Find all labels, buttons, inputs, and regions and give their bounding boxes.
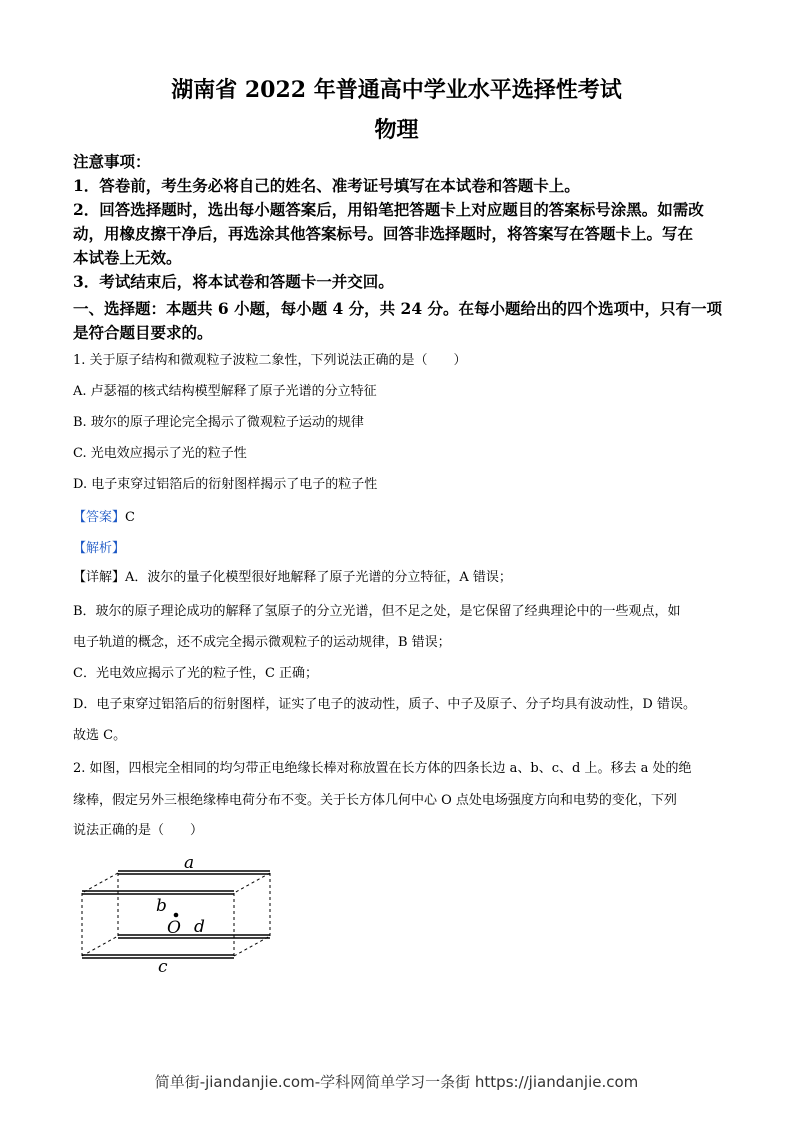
label-d: d — [194, 917, 205, 937]
answer-tag: 【答案】 — [73, 510, 126, 525]
notice-item: 本试卷上无效。 — [73, 248, 182, 267]
cuboid-figure — [76, 853, 281, 978]
q2-stem-line: 2. 如图，四根完全相同的均匀带正电绝缘长棒对称放置在长方体的四条长边 a、b、c、d 上。移去 a 处的绝 — [73, 761, 692, 776]
section-heading-cont: 是符合题目要求的。 — [73, 323, 213, 342]
rod-b — [82, 891, 234, 894]
section-heading: 一、选择题：本题共 6 小题，每小题 4 分，共 24 分。在每小题给出的四个选项中，只有一项 — [73, 299, 723, 318]
notice-item: 3．考试结束后，将本试卷和答题卡一并交回。 — [73, 272, 394, 291]
q1-detail-line: D．电子束穿过铝箔后的衍射图样，证实了电子的波动性，质子、中子及原子、分子均具有波动性，D 错误。 — [73, 697, 696, 712]
analysis-tag: 【解析】 — [73, 541, 126, 556]
subject-title: 物理 — [374, 117, 419, 143]
label-a: a — [184, 853, 195, 873]
q2-stem-line: 缘棒，假定另外三根绝缘棒电荷分布不变。关于长方体几何中心 O 点处电场强度方向和电势的变化，下列 — [73, 793, 677, 808]
q1-detail-line: 故选 C。 — [73, 728, 127, 743]
detail-tag: 【详解】 — [73, 570, 126, 585]
exam-title: 湖南省 2022 年普通高中学业水平选择性考试 — [171, 77, 622, 103]
notice-item: 1．答卷前，考生务必将自己的姓名、准考证号填写在本试卷和答题卡上。 — [73, 176, 580, 195]
q1-option-a: A. 卢瑟福的核式结构模型解释了原子光谱的分立特征 — [73, 384, 377, 399]
label-c: c — [158, 957, 168, 977]
q1-detail-line: 电子轨道的概念，还不成完全揭示微观粒子的运动规律，B 错误； — [73, 635, 451, 650]
answer-value: C — [125, 510, 135, 525]
notice-heading: 注意事项： — [73, 152, 151, 171]
detail-text: A．波尔的量子化模型很好地解释了原子光谱的分立特征，A 错误； — [125, 570, 512, 585]
q1-detail-line — [73, 566, 512, 585]
q1-option-b: B. 玻尔的原子理论完全揭示了微观粒子运动的规律 — [73, 415, 364, 430]
center-point-o — [174, 913, 179, 918]
q1-option-c: C. 光电效应揭示了光的粒子性 — [73, 446, 247, 461]
notice-item: 2．回答选择题时，选出每小题答案后，用铅笔把答题卡上对应题目的答案标号涂黑。如需改 — [73, 200, 704, 219]
q1-detail-line: B．玻尔的原子理论成功的解释了氢原子的分立光谱，但不足之处，是它保留了经典理论中的一些观点，如 — [73, 604, 681, 619]
footer-watermark: 简单街-jiandanjie.com-学科网简单学习一条街 https://jiandanjie.com — [154, 1073, 639, 1091]
q1-detail-line: C．光电效应揭示了光的粒子性，C 正确； — [73, 666, 319, 681]
notice-item: 动，用橡皮擦干净后，再选涂其他答案标号。回答非选择题时，将答案写在答题卡上。写在 — [73, 224, 694, 243]
q2-stem-line: 说法正确的是（ ） — [73, 823, 204, 838]
q1-option-d: D. 电子束穿过铝箔后的衍射图样揭示了电子的粒子性 — [73, 477, 378, 492]
label-o: O — [167, 918, 181, 938]
q1-answer-line — [73, 506, 135, 525]
label-b: b — [156, 896, 167, 916]
q1-stem: 1. 关于原子结构和微观粒子波粒二象性，下列说法正确的是（ ） — [73, 353, 467, 368]
